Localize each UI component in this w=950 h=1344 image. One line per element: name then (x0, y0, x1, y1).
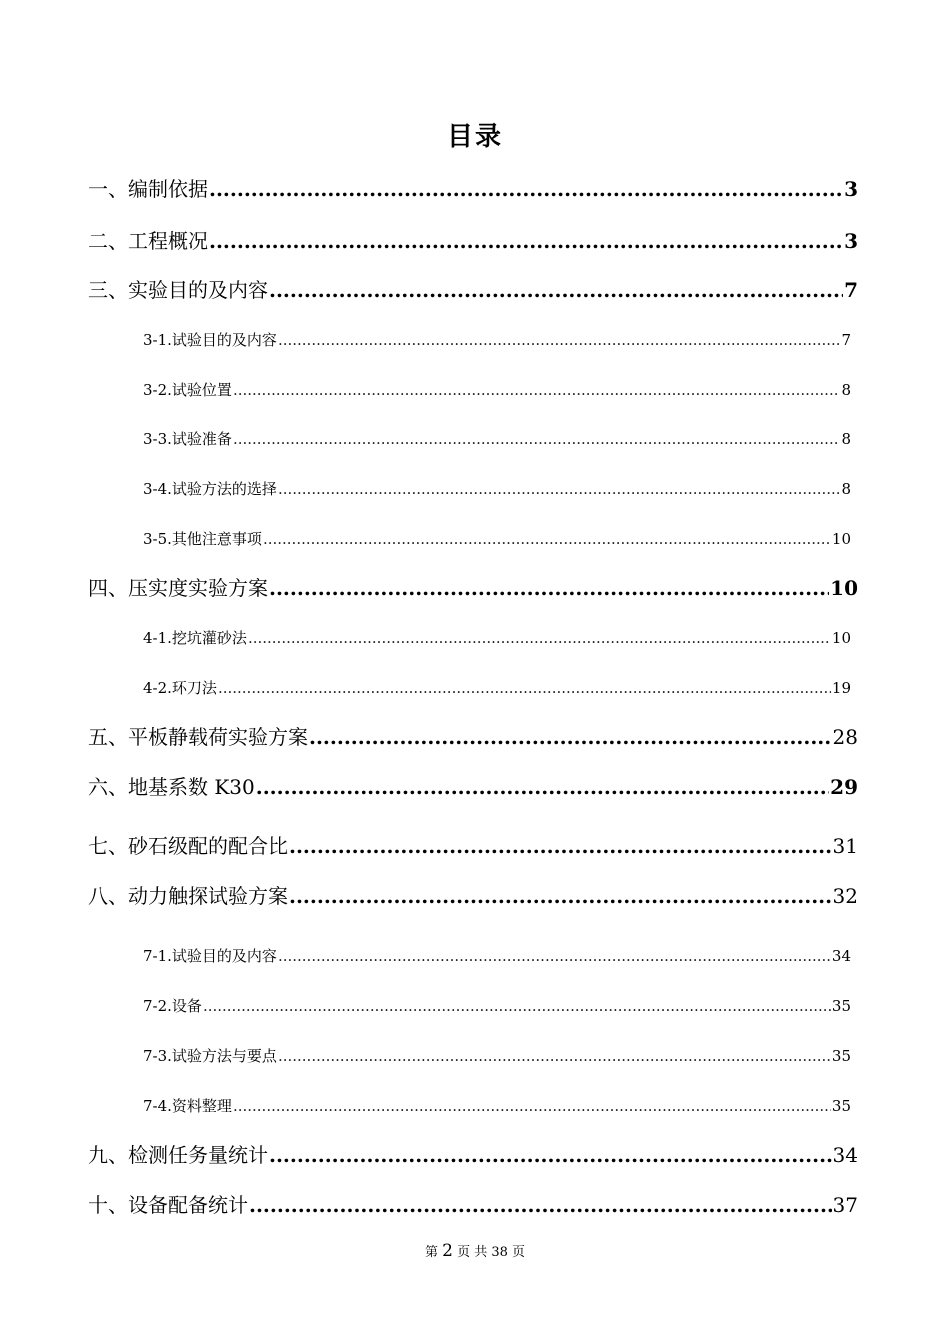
dot-leader (269, 1143, 832, 1167)
page-footer (0, 1241, 950, 1261)
toc-entry-6[interactable] (88, 771, 858, 800)
toc-entry-page: 19 (831, 679, 851, 697)
dot-leader (203, 997, 831, 1015)
toc-entry-page: 3 (844, 229, 858, 253)
toc-subentry-3-1[interactable] (143, 329, 851, 350)
toc-entry-page: 35 (831, 997, 851, 1015)
toc-entry-7[interactable] (88, 830, 858, 859)
dot-leader (233, 1097, 831, 1115)
toc-entry-label: 3-1.试验目的及内容 (143, 331, 277, 349)
toc-subentry-7-4[interactable] (143, 1095, 851, 1116)
current-page-number: 2 (442, 1241, 453, 1261)
toc-entry-label: 二、工程概况 (88, 229, 208, 253)
dot-leader (309, 725, 832, 749)
toc-entry-label: 7-4.资料整理 (143, 1097, 232, 1115)
toc-entry-label: 7-2.设备 (143, 997, 202, 1015)
toc-entry-label: 3-4.试验方法的选择 (143, 480, 277, 498)
toc-entry-page: 34 (831, 947, 851, 965)
toc-subentry-4-1[interactable] (143, 627, 851, 648)
toc-entry-page: 3 (844, 177, 858, 201)
toc-subentry-3-2[interactable] (143, 379, 851, 400)
dot-leader (263, 530, 831, 548)
toc-entry-page: 35 (831, 1047, 851, 1065)
dot-leader (269, 278, 843, 302)
toc-entry-label: 一、编制依据 (88, 177, 208, 201)
dot-leader (233, 430, 841, 448)
toc-entry-page: 7 (844, 278, 858, 302)
toc-subentry-7-2[interactable] (143, 995, 851, 1016)
toc-entry-page: 32 (832, 884, 858, 908)
toc-entry-label: 3-3.试验准备 (143, 430, 232, 448)
toc-entry-label: 3-2.试验位置 (143, 381, 232, 399)
toc-entry-page: 37 (832, 1193, 858, 1217)
toc-entry-page: 8 (841, 381, 851, 399)
dot-leader (233, 381, 841, 399)
toc-entry-page: 8 (841, 480, 851, 498)
toc-entry-label: 五、平板静载荷实验方案 (88, 725, 308, 749)
toc-entry-page: 29 (830, 775, 858, 799)
footer-middle: 页 共 (457, 1245, 488, 1260)
toc-entry-label: 八、动力触探试验方案 (88, 884, 288, 908)
dot-leader (278, 331, 841, 349)
dot-leader (278, 947, 831, 965)
toc-subentry-7-3[interactable] (143, 1045, 851, 1066)
toc-subentry-3-5[interactable] (143, 528, 851, 549)
toc-entry-page: 28 (832, 725, 858, 749)
toc-entry-9[interactable] (88, 1139, 858, 1168)
toc-entry-2[interactable] (88, 225, 858, 254)
dot-leader (256, 775, 829, 799)
toc-entry-label: 十、设备配备统计 (88, 1193, 248, 1217)
toc-entry-8[interactable] (88, 880, 858, 909)
toc-entry-label: 六、地基系数 K30 (88, 775, 255, 799)
dot-leader (249, 1193, 832, 1217)
toc-entry-label: 九、检测任务量统计 (88, 1143, 268, 1167)
toc-entry-page: 31 (832, 834, 858, 858)
total-pages: 38 (491, 1245, 508, 1260)
toc-entry-label: 7-1.试验目的及内容 (143, 947, 277, 965)
toc-entry-5[interactable] (88, 721, 858, 750)
dot-leader (289, 884, 832, 908)
dot-leader (278, 480, 841, 498)
toc-entry-page: 34 (832, 1143, 858, 1167)
dot-leader (218, 679, 831, 697)
dot-leader (278, 1047, 831, 1065)
dot-leader (209, 229, 843, 253)
toc-entry-4[interactable] (88, 572, 858, 601)
toc-entry-10[interactable] (88, 1189, 858, 1218)
toc-entry-1[interactable] (88, 173, 858, 202)
toc-entry-page: 7 (841, 331, 851, 349)
toc-entry-3[interactable] (88, 274, 858, 303)
footer-prefix: 第 (424, 1245, 438, 1260)
dot-leader (289, 834, 832, 858)
dot-leader (209, 177, 843, 201)
dot-leader (248, 629, 831, 647)
toc-entry-label: 三、实验目的及内容 (88, 278, 268, 302)
toc-entry-label: 七、砂石级配的配合比 (88, 834, 288, 858)
toc-entry-page: 10 (831, 629, 851, 647)
toc-entry-label: 7-3.试验方法与要点 (143, 1047, 277, 1065)
dot-leader (269, 576, 829, 600)
toc-entry-page: 8 (841, 430, 851, 448)
toc-title: 目录 (446, 122, 503, 152)
toc-entry-label: 4-2.环刀法 (143, 679, 217, 697)
toc-entry-label: 4-1.挖坑灌砂法 (143, 629, 247, 647)
toc-subentry-4-2[interactable] (143, 677, 851, 698)
toc-entry-label: 3-5.其他注意事项 (143, 530, 262, 548)
toc-entry-page: 10 (831, 530, 851, 548)
toc-entry-page: 35 (831, 1097, 851, 1115)
toc-entry-page: 10 (830, 576, 858, 600)
toc-subentry-7-1[interactable] (143, 945, 851, 966)
toc-subentry-3-3[interactable] (143, 428, 851, 449)
toc-entry-label: 四、压实度实验方案 (88, 576, 268, 600)
footer-suffix: 页 (512, 1245, 526, 1260)
toc-subentry-3-4[interactable] (143, 478, 851, 499)
